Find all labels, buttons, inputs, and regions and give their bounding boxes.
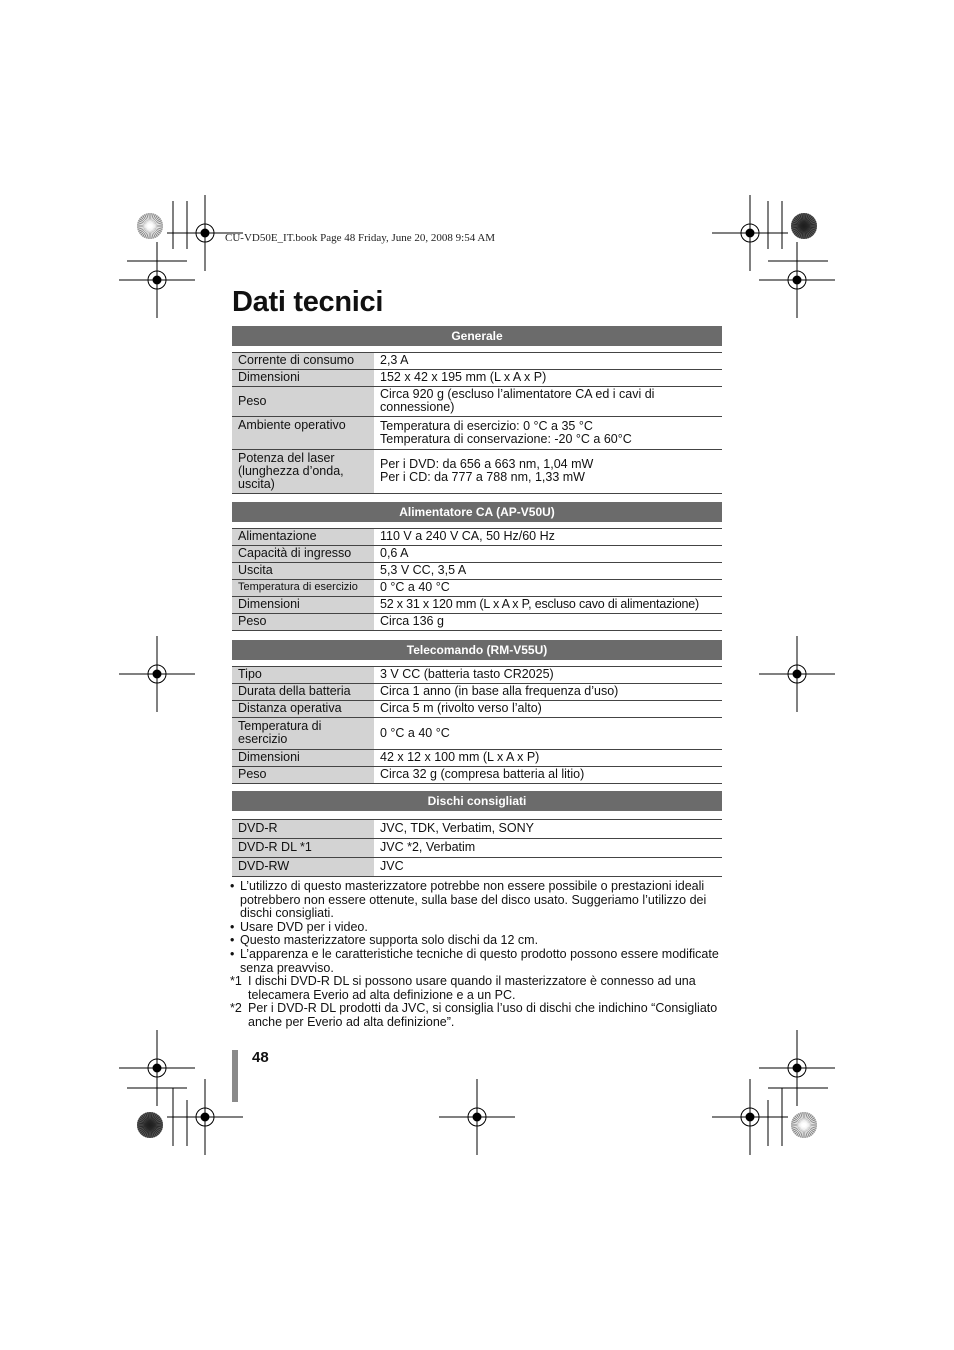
spec-value: Temperatura di esercizio: 0 °C a 35 °C Temperatura di conservazione: -20 °C a 60°C — [374, 417, 722, 450]
page-number-bar — [232, 1050, 238, 1102]
table-row — [232, 820, 722, 839]
registration-target-icon — [759, 1030, 835, 1106]
registration-target-icon — [119, 242, 195, 318]
spec-value: JVC *2, Verbatim — [374, 839, 722, 858]
spec-value: 52 x 31 x 120 mm (L x A x P, escluso cavo di alimentazione) — [374, 597, 722, 614]
spec-value: 0 °C a 40 °C — [374, 718, 722, 750]
spec-key: DVD-R DL *1 — [232, 839, 374, 858]
table-row — [232, 450, 722, 494]
spec-key: Durata della batteria — [232, 684, 374, 701]
bullet: • — [230, 879, 235, 893]
rosette-icon — [137, 213, 163, 239]
table-row — [232, 546, 722, 563]
section-dischi — [232, 791, 722, 877]
spec-key: Capacità di ingresso — [232, 546, 374, 563]
spec-value: 2,3 A — [374, 353, 722, 370]
spec-value: 0,6 A — [374, 546, 722, 563]
list-item — [230, 948, 725, 975]
spec-value: Circa 32 g (compresa batteria al litio) — [374, 767, 722, 784]
note-text: Per i DVD-R DL prodotti da JVC, si consiglia l’uso di dischi che indichino “Consigliato anche per Everio ad alta definizione”. — [248, 1001, 718, 1029]
spec-value: 42 x 12 x 100 mm (L x A x P) — [374, 750, 722, 767]
spec-table — [232, 819, 722, 877]
spec-key: Temperatura di esercizio — [232, 718, 374, 750]
spec-key: Peso — [232, 767, 374, 784]
section-alimentatore — [232, 502, 722, 631]
spec-value: Circa 5 m (rivolto verso l’alto) — [374, 701, 722, 718]
rosette-icon — [791, 213, 817, 239]
spec-key: Temperatura di esercizio — [232, 580, 374, 597]
section-title: Telecomando (RM-V55U) — [232, 640, 722, 660]
spec-value: 5,3 V CC, 3,5 A — [374, 563, 722, 580]
registration-target-icon — [712, 195, 788, 271]
spec-value: 152 x 42 x 195 mm (L x A x P) — [374, 370, 722, 387]
section-title: Alimentatore CA (AP-V50U) — [232, 502, 722, 522]
spec-key: Peso — [232, 387, 374, 417]
section-generale — [232, 326, 722, 494]
spec-key: Uscita — [232, 563, 374, 580]
spec-key: Alimentazione — [232, 529, 374, 546]
table-row — [232, 839, 722, 858]
spec-key: Potenza del laser (lunghezza d’onda, uscita) — [232, 450, 374, 494]
spec-key: Corrente di consumo — [232, 353, 374, 370]
table-row — [232, 667, 722, 684]
spec-key: Dimensioni — [232, 750, 374, 767]
page-number: 48 — [252, 1049, 269, 1066]
rosette-icon — [791, 1112, 817, 1138]
spec-value: Circa 1 anno (in base alla frequenza d’uso) — [374, 684, 722, 701]
table-row — [232, 417, 722, 450]
spec-key: Dimensioni — [232, 370, 374, 387]
table-row — [232, 529, 722, 546]
notes-list — [230, 880, 725, 1030]
table-row — [232, 563, 722, 580]
table-row — [232, 353, 722, 370]
section-title: Dischi consigliati — [232, 791, 722, 811]
note-text: L’utilizzo di questo masterizzatore potrebbe non essere possibile o prestazioni ideali potrebbero non essere ottenute, sulla base del disco usato. Suggeriamo l’utilizzo dei dischi consigliati. — [240, 879, 707, 921]
bullet: • — [230, 933, 235, 948]
note-text: I dischi DVD-R DL si possono usare quando il masterizzatore è connesso ad una telecamera Everio ad alta definizione e a un PC. — [248, 974, 696, 1002]
footnote — [230, 975, 725, 1002]
table-row — [232, 597, 722, 614]
registration-target-icon — [759, 636, 835, 712]
table-row — [232, 858, 722, 877]
spec-table — [232, 666, 722, 784]
spec-value: JVC, TDK, Verbatim, SONY — [374, 820, 722, 839]
spec-value: 3 V CC (batteria tasto CR2025) — [374, 667, 722, 684]
table-row — [232, 614, 722, 631]
note-text: Questo masterizzatore supporta solo dischi da 12 cm. — [240, 933, 539, 948]
table-row — [232, 750, 722, 767]
registration-target-icon — [439, 1079, 515, 1155]
footnote — [230, 1002, 725, 1029]
spec-key: DVD-RW — [232, 858, 374, 877]
page-title: Dati tecnici — [232, 286, 384, 318]
registration-target-icon — [759, 242, 835, 318]
table-row — [232, 387, 722, 417]
spec-table — [232, 352, 722, 494]
list-item — [230, 934, 725, 948]
table-row — [232, 580, 722, 597]
table-row — [232, 718, 722, 750]
print-header: CU-VD50E_IT.book Page 48 Friday, June 20, 2008 9:54 AM — [225, 232, 496, 244]
spec-table — [232, 528, 722, 631]
spec-value: Circa 136 g — [374, 614, 722, 631]
table-row — [232, 701, 722, 718]
table-row — [232, 370, 722, 387]
table-row — [232, 767, 722, 784]
footnote-mark: *1 — [230, 974, 242, 989]
section-title: Generale — [232, 326, 722, 346]
spec-key: Distanza operativa — [232, 701, 374, 718]
footnote-mark: *2 — [230, 1001, 242, 1016]
spec-key: Peso — [232, 614, 374, 631]
spec-key: Tipo — [232, 667, 374, 684]
registration-target-icon — [712, 1079, 788, 1155]
spec-key: Ambiente operativo — [232, 417, 374, 450]
spec-key: DVD-R — [232, 820, 374, 839]
registration-target-icon — [119, 1030, 195, 1106]
section-telecomando — [232, 640, 722, 784]
list-item — [230, 880, 725, 921]
rosette-icon — [137, 1112, 163, 1138]
bullet: • — [230, 919, 235, 934]
list-item — [230, 921, 725, 935]
spec-key: Dimensioni — [232, 597, 374, 614]
bullet: • — [230, 946, 235, 961]
note-text: Usare DVD per i video. — [240, 919, 368, 934]
spec-value: JVC — [374, 858, 722, 877]
spec-value: Per i DVD: da 656 a 663 nm, 1,04 mW Per i CD: da 777 a 788 nm, 1,33 mW — [374, 450, 722, 494]
spec-value: 0 °C a 40 °C — [374, 580, 722, 597]
note-text: L’apparenza e le caratteristiche tecniche di questo prodotto possono essere modificate senza preavviso. — [240, 946, 719, 975]
spec-value: 110 V a 240 V CA, 50 Hz/60 Hz — [374, 529, 722, 546]
table-row — [232, 684, 722, 701]
registration-target-icon — [119, 636, 195, 712]
spec-value: Circa 920 g (escluso l’alimentatore CA ed i cavi di connessione) — [374, 387, 722, 417]
